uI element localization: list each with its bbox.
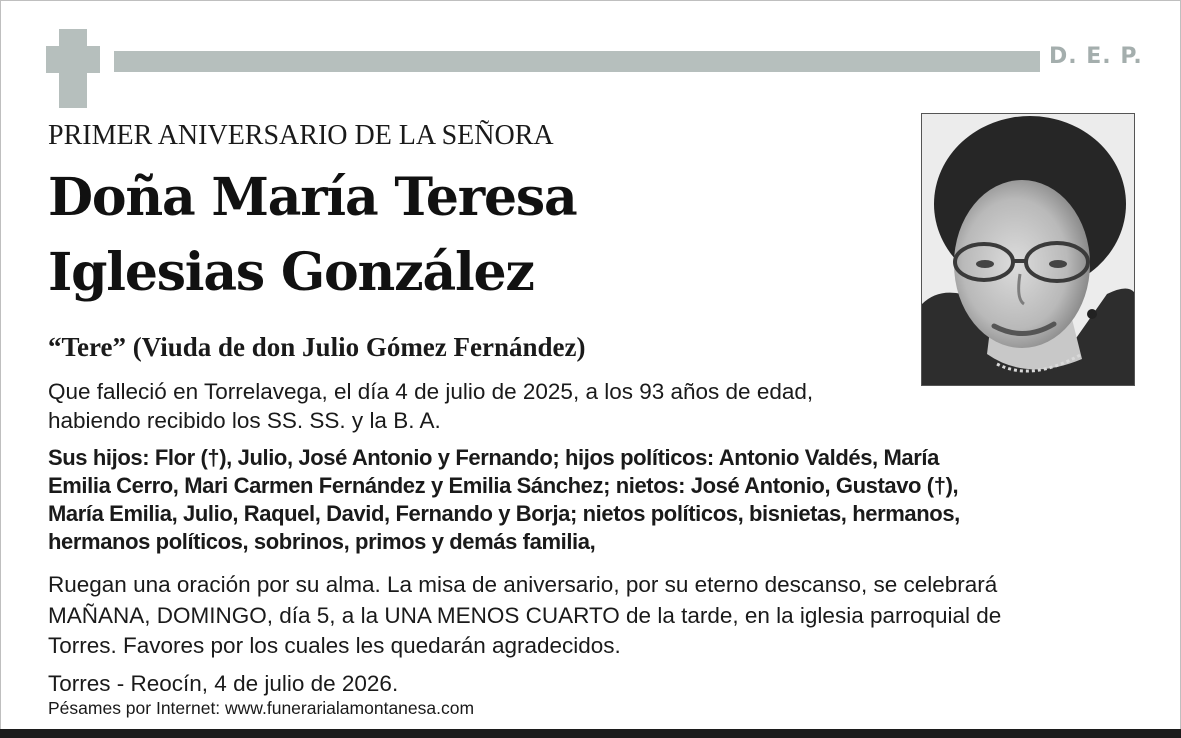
notice-kicker: PRIMER ANIVERSARIO DE LA SEÑORA (48, 120, 554, 151)
prayer-line: Torres. Favores por los cuales les quedarán agradecidos. (48, 633, 621, 658)
intro-line: habiendo recibido los SS. SS. y la B. A. (48, 407, 441, 433)
dep-badge: D. E. P. (1049, 44, 1143, 69)
condolences-web-link[interactable]: Pésames por Internet: www.funerarialamontanesa.com (48, 698, 475, 718)
portrait-icon (922, 114, 1134, 385)
place-date: Torres - Reocín, 4 de julio de 2026. (48, 671, 399, 696)
prayer-line: Ruegan una oración por su alma. La misa de aniversario, por su eterno descanso, se celebrará (48, 572, 998, 597)
deceased-name-line-2: Iglesias González (48, 242, 534, 303)
prayer-paragraph (48, 570, 1001, 662)
deceased-name-line-1: Doña María Teresa (48, 167, 577, 228)
family-paragraph (48, 444, 960, 556)
family-line: María Emilia, Julio, Raquel, David, Fernando y Borja; nietos políticos, bisnietas, hermanos, (48, 501, 960, 526)
deceased-alias: “Tere” (Viuda de don Julio Gómez Fernández) (48, 332, 586, 362)
prayer-line: MAÑANA, DOMINGO, día 5, a la UNA MENOS CUARTO de la tarde, en la iglesia parroquial de (48, 602, 1002, 628)
portrait-photo (921, 113, 1135, 386)
bottom-rule (0, 729, 1181, 738)
family-line: Emilia Cerro, Mari Carmen Fernández y Emilia Sánchez; nietos: José Antonio, Gustavo (†), (48, 473, 959, 498)
intro-paragraph (48, 378, 813, 435)
family-line: hermanos políticos, sobrinos, primos y demás familia, (48, 529, 596, 554)
intro-line: Que falleció en Torrelavega, el día 4 de julio de 2025, a los 93 años de edad, (48, 379, 814, 404)
header-bar (114, 51, 1040, 72)
family-line: Sus hijos: Flor (†), Julio, José Antonio y Fernando; hijos políticos: Antonio Valdés, María (48, 445, 939, 470)
